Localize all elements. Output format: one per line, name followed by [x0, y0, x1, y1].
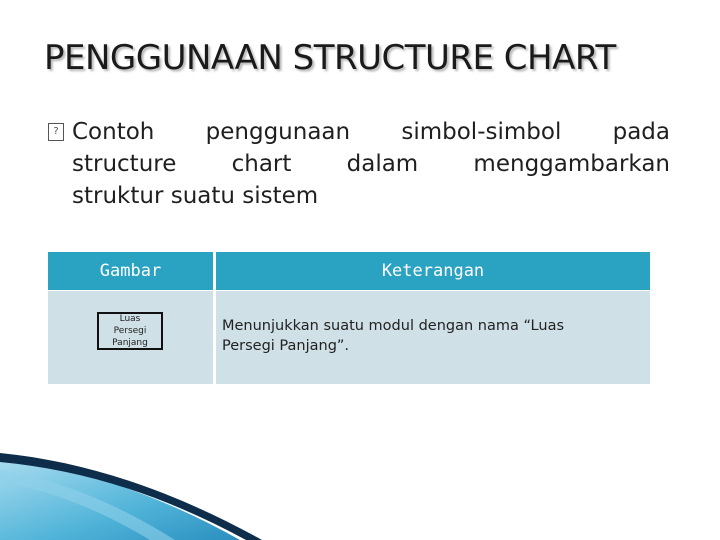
- module-symbol: [97, 312, 163, 350]
- table-header-gambar: Gambar: [48, 252, 213, 290]
- module-symbol-line: Panjang: [112, 338, 148, 348]
- bullet-line-2: structure chart dalam menggambarkan: [72, 151, 670, 177]
- module-symbol-line: Luas: [119, 314, 141, 324]
- wave-stripe-dark: [0, 453, 262, 540]
- wave-stripe-light: [0, 470, 175, 540]
- module-symbol-line: Persegi: [113, 326, 147, 336]
- bullet-line-3: struktur suatu sistem: [72, 183, 319, 209]
- table-description: [222, 316, 646, 356]
- description-line: Menunjukkan suatu modul dengan nama “Luas: [222, 318, 565, 334]
- square-bullet-icon: ?: [48, 123, 64, 141]
- table-header-keterangan: Keterangan: [216, 252, 650, 290]
- slide-title: PENGGUNAAN STRUCTURE CHART: [44, 38, 616, 78]
- wave-fill: [0, 458, 240, 540]
- bullet-line-1: Contoh penggunaan simbol-simbol pada: [72, 119, 670, 145]
- description-line: Persegi Panjang”.: [222, 338, 350, 354]
